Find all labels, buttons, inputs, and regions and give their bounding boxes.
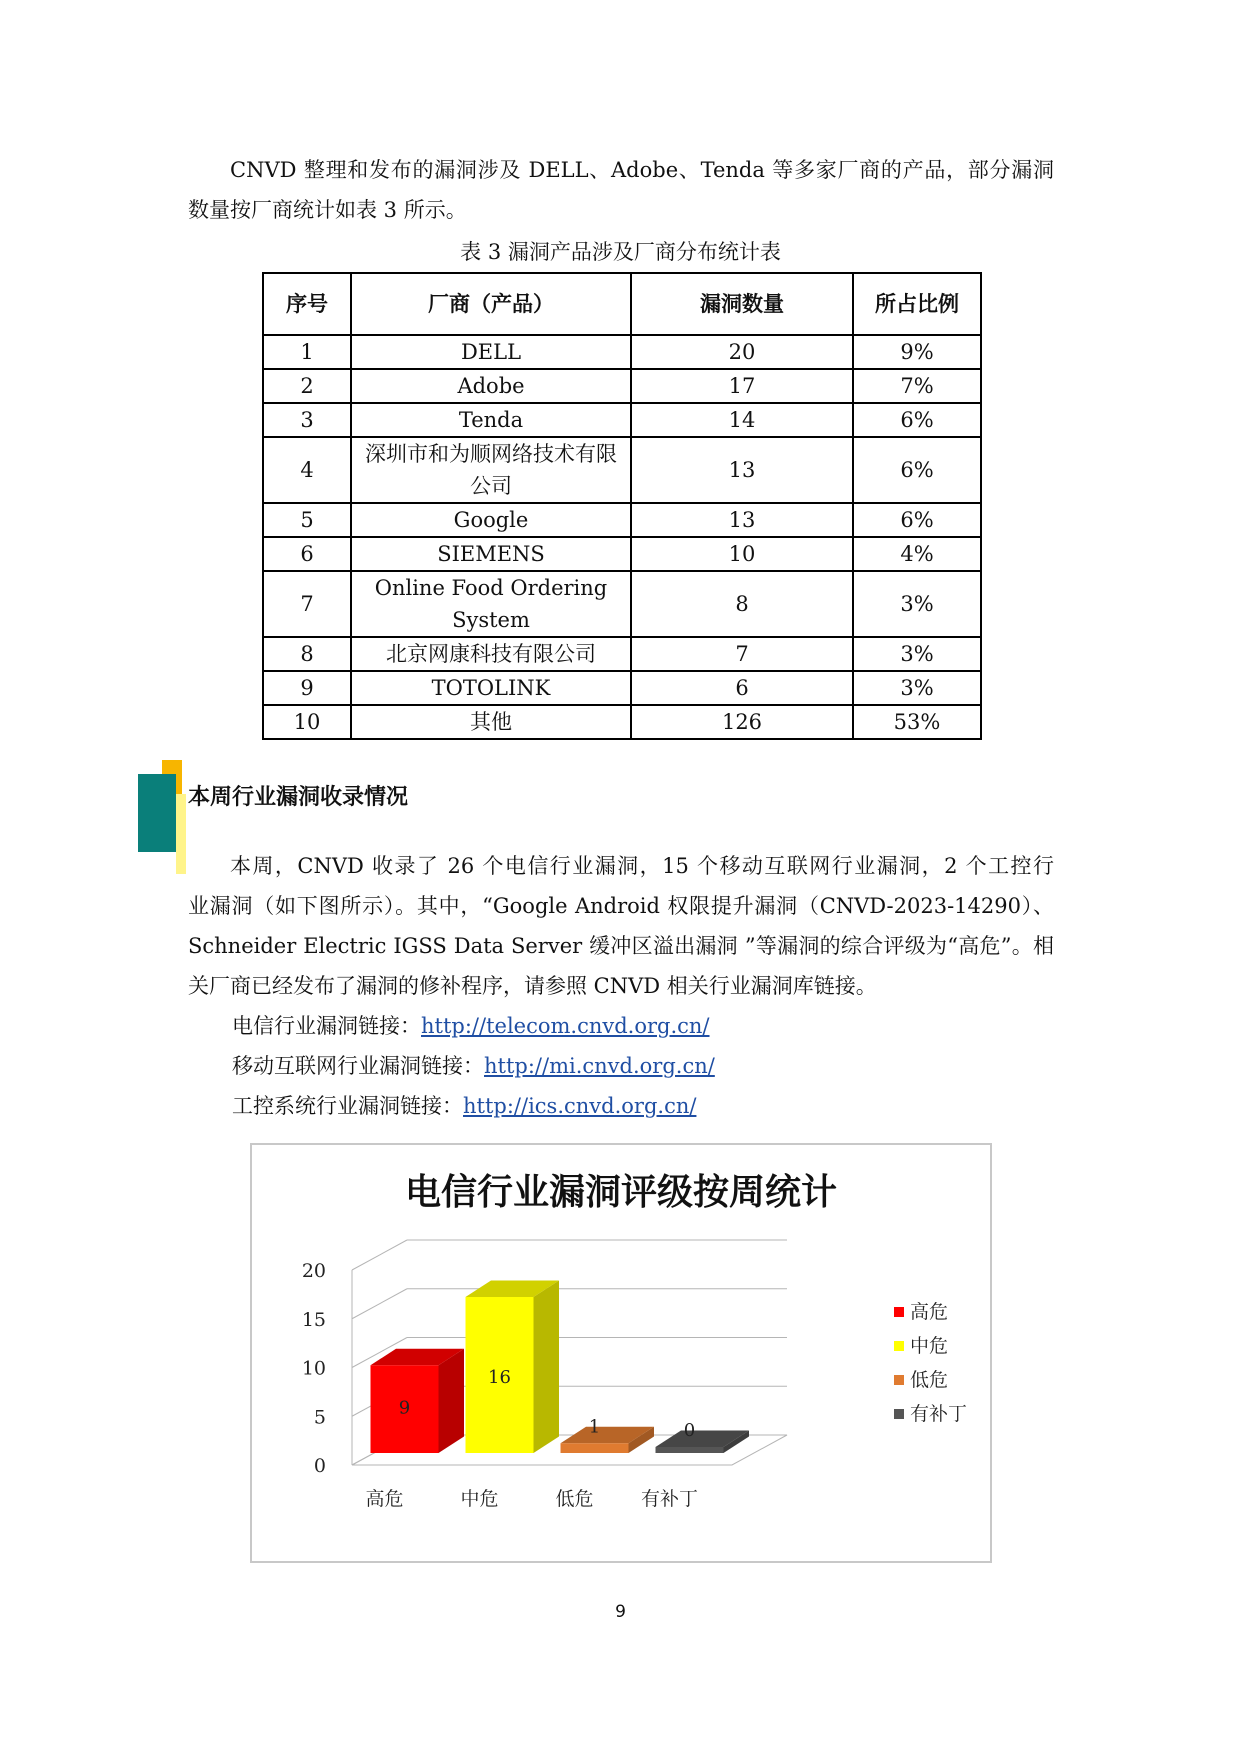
y-tick-label: 20 [301, 1260, 326, 1282]
telecom-link[interactable]: http://telecom.cnvd.org.cn/ [421, 1014, 710, 1038]
cell-no: 8 [263, 637, 351, 671]
cell-vendor: 深圳市和为顺网络技术有限公司 [351, 437, 631, 503]
cell-ratio: 4% [853, 537, 981, 571]
cell-no: 6 [263, 537, 351, 571]
cell-count: 13 [631, 437, 853, 503]
legend-label: 低危 [910, 1369, 949, 1391]
legend-swatch [894, 1307, 904, 1317]
cell-count: 20 [631, 335, 853, 369]
table-row [263, 637, 981, 671]
table-row [263, 335, 981, 369]
mobile-link[interactable]: http://mi.cnvd.org.cn/ [484, 1054, 715, 1078]
intro-line-1: CNVD 整理和发布的漏洞涉及 DELL、Adobe、Tenda 等多家厂商的产品，部分漏洞 [230, 158, 1054, 182]
cell-count: 7 [631, 637, 853, 671]
data-label: 1 [588, 1416, 601, 1438]
cell-ratio: 3% [853, 637, 981, 671]
section-para-2: 业漏洞（如下图所示）。其中，“Google Android 权限提升漏洞（CNVD-2023-14290）、 [188, 894, 1054, 918]
cell-count: 126 [631, 705, 853, 739]
cell-vendor: Tenda [351, 403, 631, 437]
cell-ratio: 3% [853, 571, 981, 637]
cell-no: 5 [263, 503, 351, 537]
cell-vendor: 其他 [351, 705, 631, 739]
x-tick-label: 高危 [365, 1488, 404, 1510]
x-tick-label: 有补丁 [640, 1488, 699, 1510]
y-tick-label: 10 [301, 1357, 326, 1380]
mobile-link-label: 移动互联网行业漏洞链接： [232, 1054, 484, 1078]
data-label: 16 [488, 1366, 511, 1388]
table-row [263, 537, 981, 571]
cell-ratio: 9% [853, 335, 981, 369]
cell-no: 1 [263, 335, 351, 369]
chart-frame [250, 1143, 992, 1563]
mobile-link-line [232, 1046, 715, 1086]
cell-ratio: 3% [853, 671, 981, 705]
x-tick-label: 低危 [555, 1488, 594, 1510]
table-row [263, 369, 981, 403]
section-para-3: Schneider Electric IGSS Data Server 缓冲区溢出漏洞 ”等漏洞的综合评级为“高危”。相 [188, 934, 1054, 958]
section-para-4: 关厂商已经发布了漏洞的修补程序，请参照 CNVD 相关行业漏洞库链接。 [188, 974, 877, 998]
table-row [263, 403, 981, 437]
ics-link-label: 工控系统行业漏洞链接： [232, 1094, 463, 1118]
cell-count: 13 [631, 503, 853, 537]
bar-有补丁 [656, 1447, 724, 1453]
cell-no: 9 [263, 671, 351, 705]
cell-vendor: TOTOLINK [351, 671, 631, 705]
cell-count: 10 [631, 537, 853, 571]
cell-ratio: 6% [853, 403, 981, 437]
ics-link-line [232, 1086, 696, 1126]
section-marker-icon [138, 760, 190, 876]
cell-vendor: DELL [351, 335, 631, 369]
chart-title: 电信行业漏洞评级按周统计 [404, 1172, 837, 1213]
cell-count: 6 [631, 671, 853, 705]
cell-count: 8 [631, 571, 853, 637]
legend-swatch [894, 1409, 904, 1419]
cell-ratio: 6% [853, 437, 981, 503]
intro-line-2: 数量按厂商统计如表 3 所示。 [188, 198, 467, 222]
cell-count: 17 [631, 369, 853, 403]
cell-ratio: 6% [853, 503, 981, 537]
header-no: 序号 [263, 273, 351, 335]
cell-no: 7 [263, 571, 351, 637]
cell-vendor: Google [351, 503, 631, 537]
legend-swatch [894, 1341, 904, 1351]
vendor-table [262, 272, 982, 740]
cell-no: 10 [263, 705, 351, 739]
data-label: 0 [683, 1420, 696, 1442]
cell-ratio: 53% [853, 705, 981, 739]
x-tick-label: 中危 [460, 1488, 499, 1510]
telecom-link-label: 电信行业漏洞链接： [232, 1014, 421, 1038]
y-tick-label: 5 [313, 1406, 326, 1429]
ics-link[interactable]: http://ics.cnvd.org.cn/ [463, 1094, 697, 1118]
legend-label: 高危 [910, 1301, 949, 1323]
section-para-1: 本周，CNVD 收录了 26 个电信行业漏洞，15 个移动互联网行业漏洞，2 个工控行 [230, 854, 1054, 878]
bar-side [534, 1281, 560, 1454]
cell-vendor: Online Food Ordering System [351, 571, 631, 637]
header-vendor: 厂商（产品） [351, 273, 631, 335]
cell-no: 4 [263, 437, 351, 503]
table-row [263, 503, 981, 537]
cell-ratio: 7% [853, 369, 981, 403]
telecom-link-line [232, 1006, 710, 1046]
section-title: 本周行业漏洞收录情况 [188, 785, 409, 810]
bar-side [439, 1349, 465, 1453]
table-row [263, 437, 981, 503]
bar-低危 [561, 1443, 629, 1453]
cell-count: 14 [631, 403, 853, 437]
table-header-row [263, 273, 981, 335]
bar-chart [252, 1145, 990, 1561]
table-row [263, 671, 981, 705]
cell-no: 2 [263, 369, 351, 403]
cell-vendor: Adobe [351, 369, 631, 403]
gridline-side [352, 1240, 407, 1270]
y-tick-label: 0 [313, 1455, 326, 1477]
table-caption: 表 3 漏洞产品涉及厂商分布统计表 [460, 240, 781, 264]
page-number: 9 [615, 1602, 626, 1622]
y-tick-label: 15 [301, 1308, 326, 1331]
data-label: 9 [398, 1397, 411, 1419]
header-ratio: 所占比例 [853, 273, 981, 335]
header-count: 漏洞数量 [631, 273, 853, 335]
cell-vendor: 北京网康科技有限公司 [351, 637, 631, 671]
legend-label: 中危 [910, 1335, 949, 1357]
cell-no: 3 [263, 403, 351, 437]
legend-swatch [894, 1375, 904, 1385]
gridline-side [352, 1289, 407, 1319]
cell-vendor: SIEMENS [351, 537, 631, 571]
table-row [263, 571, 981, 637]
legend-label: 有补丁 [910, 1403, 968, 1425]
table-row [263, 705, 981, 739]
